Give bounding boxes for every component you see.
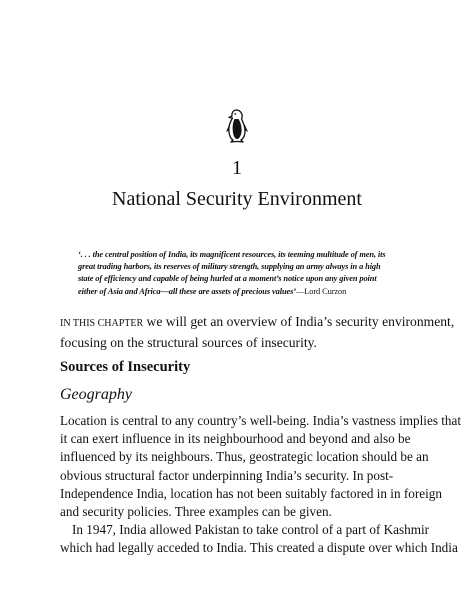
section-heading: Sources of Insecurity [60,359,191,375]
subsection-heading: Geography [60,386,132,403]
paragraph-line: obvious structural factor underpinning India’s security. In post- [60,467,394,483]
epigraph-line-last [78,286,408,298]
intro-line [60,312,455,333]
epigraph [78,249,408,298]
paragraph-line: which had legally acceded to India. This created a dispute over which India [60,540,458,556]
epigraph-line: ‘. . . the central position of India, its magnificent resources, its teeming multitude of men, its [78,250,386,259]
paragraph-line: and security policies. Three examples can be given. [60,504,332,520]
intro-text: we will get an overview of India’s security environment, [143,314,455,329]
paragraph-line: Independence India, location has not been suitably factored in in foreign [60,485,442,501]
penguin-icon [222,108,252,144]
epigraph-line: either of Asia and Africa—all these are assets of precious values’ [78,286,296,296]
intro-line: focusing on the structural sources of insecurity. [60,335,317,350]
chapter-title: National Security Environment [112,188,362,210]
chapter-number: 1 [232,157,242,179]
paragraph-line: influenced by its neighbours. Thus, geostrategic location should be an [60,449,429,465]
intro-lead: IN THIS CHAPTER [60,318,144,329]
body-text [60,412,462,558]
epigraph-line: great trading harbors, its reserves of military strength, supplying an army always in a high [78,262,381,272]
paragraph-line: Location is central to any country’s well-being. India’s vastness implies that [60,413,462,428]
paragraph-line: it can exert influence in its neighbourhood and beyond and also be [60,431,411,447]
epigraph-attribution: —Lord Curzon [295,286,347,296]
chapter-intro [60,312,455,352]
epigraph-line: state of efficiency and capable of being hurled at a moment’s notice upon any given point [78,274,377,284]
paragraph-line: In 1947, India allowed Pakistan to take control of a part of Kashmir [72,522,430,538]
